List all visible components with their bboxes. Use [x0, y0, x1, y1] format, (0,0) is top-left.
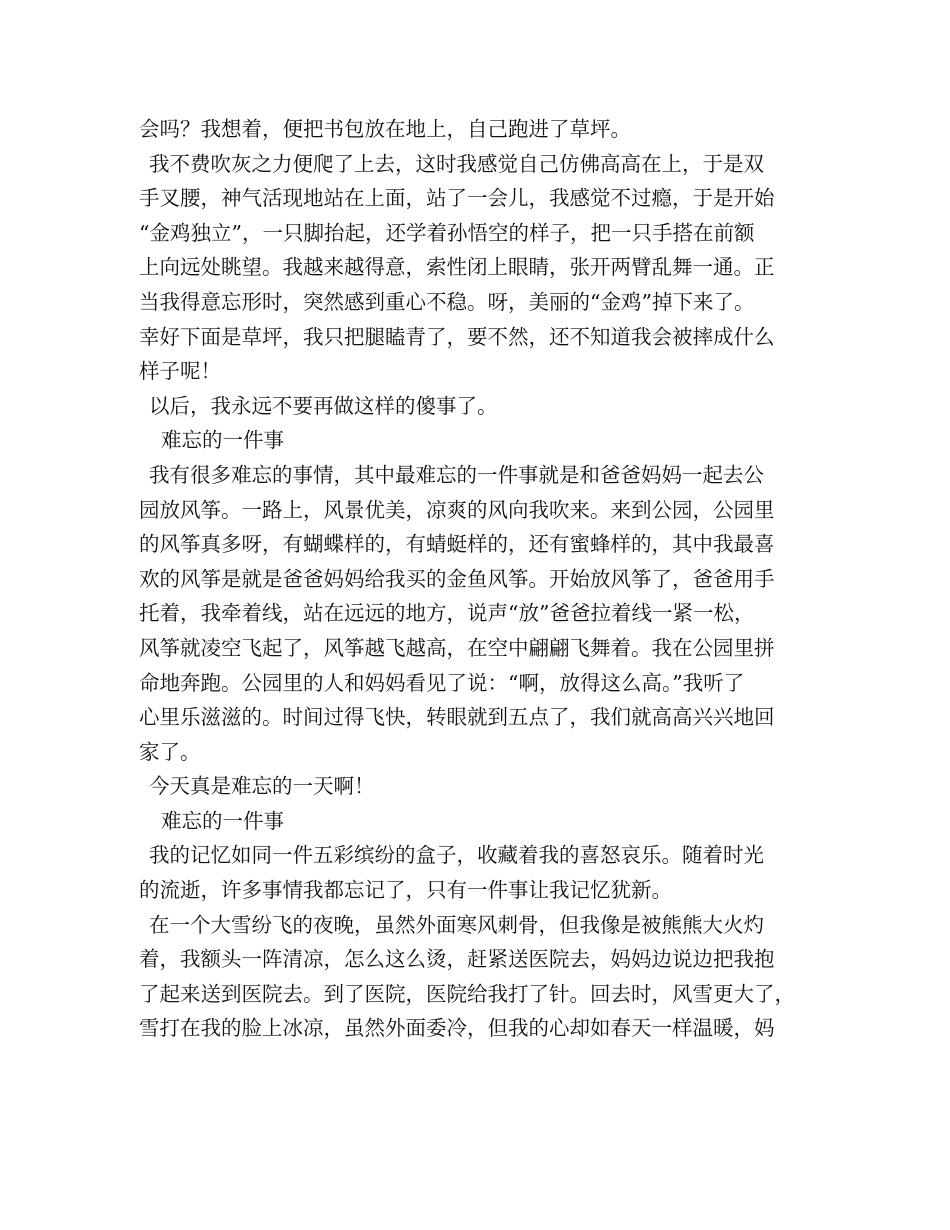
text-line: 雪打在我的脸上冰凉，虽然外面委冷，但我的心却如春天一样温暖，妈 [139, 1016, 775, 1041]
text-line: 样子呢！ [139, 359, 221, 384]
text-line: 会吗？我想着，便把书包放在地上，自己跑进了草坪。 [139, 117, 631, 141]
text-line: 我不费吹灰之力便爬了上去，这时我感觉自己仿佛高高在上，于是双 [149, 151, 764, 176]
text-line: 心里乐滋滋的。时间过得飞快，转眼就到五点了，我们就高高兴兴地回 [139, 705, 775, 730]
text-line: 当我得意忘形时，突然感到重心不稳。呀，美丽的“金鸡”掉下来了。 [139, 289, 755, 314]
text-line: 命地奔跑。公园里的人和妈妈看见了说：“啊，放得这么高。”我听了 [139, 670, 745, 695]
document-body [139, 112, 829, 1046]
text-line: 手叉腰，神气活现地站在上面，站了一会儿，我感觉不过瘾，于是开始 [139, 186, 775, 211]
text-line: 了起来送到医院去。到了医院，医院给我打了针。回去时，风雪更大了， [139, 981, 795, 1006]
text-line: 以后，我永远不要再做这样的傻事了。 [149, 393, 498, 418]
text-line: 园放风筝。一路上，风景优美，凉爽的风向我吹来。来到公园，公园里 [139, 497, 775, 522]
text-line: 风筝就凌空飞起了，风筝越飞越高，在空中翩翩飞舞着。我在公园里拼 [139, 635, 775, 660]
text-line: 欢的风筝是就是爸爸妈妈给我买的金鱼风筝。开始放风筝了，爸爸用手 [139, 566, 775, 591]
text-line: 的风筝真多呀，有蝴蝶样的，有蜻蜓样的，还有蜜蜂样的，其中我最喜 [139, 532, 775, 557]
text-line: 家了。 [139, 739, 201, 764]
text-line: 托着，我牵着线，站在远远的地方，说声“放”爸爸拉着线一紧一松， [139, 601, 755, 626]
text-line: 的流逝，许多事情我都忘记了，只有一件事让我记忆犹新。 [139, 878, 672, 903]
text-line: 今天真是难忘的一天啊！ [149, 774, 375, 799]
text-line: 上向远处眺望。我越来越得意，索性闭上眼睛，张开两臂乱舞一通。正 [139, 255, 775, 280]
section-heading: 难忘的一件事 [161, 808, 284, 833]
text-line: 在一个大雪纷飞的夜晚，虽然外面寒风刺骨，但我像是被熊熊大火灼 [149, 912, 764, 937]
section-heading: 难忘的一件事 [161, 428, 284, 453]
text-line: 我有很多难忘的事情，其中最难忘的一件事就是和爸爸妈妈一起去公 [149, 462, 764, 487]
text-line: 着，我额头一阵清凉，怎么这么烫，赶紧送医院去，妈妈边说边把我抱 [139, 947, 775, 972]
text-line: 幸好下面是草坪，我只把腿瞌青了，要不然，还不知道我会被摔成什么 [139, 324, 775, 349]
text-line: “金鸡独立”，一只脚抬起，还学着孙悟空的样子，把一只手搭在前额 [139, 220, 755, 245]
text-line: 我的记忆如同一件五彩缤纷的盒子，收藏着我的喜怒哀乐。随着时光 [149, 843, 764, 868]
